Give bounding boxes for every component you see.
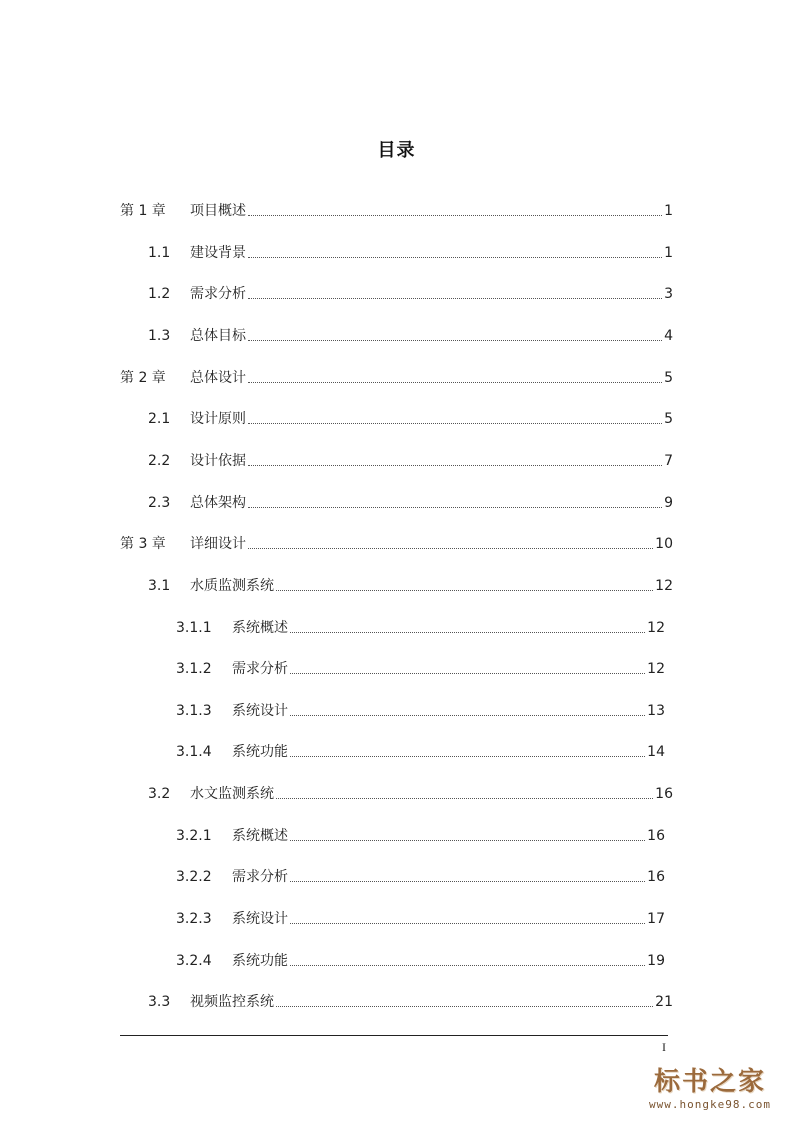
toc-entry-page: 17: [647, 911, 665, 928]
toc-entry-title: 系统设计: [232, 911, 288, 928]
toc-dot-leader: [290, 923, 645, 924]
toc-dot-leader: [276, 590, 653, 591]
toc-entry-page: 19: [647, 952, 665, 969]
toc-entry-title: 总体设计: [190, 369, 246, 386]
toc-entry-page: 12: [647, 661, 665, 678]
watermark-url: www.hongke98.com: [649, 1098, 771, 1111]
toc-entry-page: 16: [655, 786, 673, 803]
toc-entry-page: 7: [664, 452, 673, 469]
toc-entry[interactable]: [176, 950, 665, 972]
toc-entry-title: 详细设计: [190, 536, 246, 553]
toc-entry[interactable]: [148, 575, 673, 597]
toc-entry-title: 总体目标: [190, 327, 246, 344]
toc-entry-number: 第 2 章: [120, 369, 166, 386]
toc-entry-number: 2.3: [148, 494, 171, 511]
toc-entry-page: 5: [664, 369, 673, 386]
toc-entry-number: 3.2.4: [176, 952, 212, 969]
toc-entry-number: 3.1.1: [176, 619, 212, 636]
toc-entry[interactable]: [176, 617, 665, 639]
toc-entry[interactable]: [148, 450, 673, 472]
toc-entry-title: 系统设计: [232, 702, 288, 719]
toc-dot-leader: [248, 423, 662, 424]
toc-entry-number: 3.2.2: [176, 869, 212, 886]
toc-entry-number: 3.1.3: [176, 702, 212, 719]
watermark-logo: [649, 1066, 771, 1112]
toc-entry[interactable]: [120, 367, 673, 389]
toc-entry-title: 建设背景: [190, 244, 246, 261]
toc-entry[interactable]: [148, 325, 673, 347]
toc-dot-leader: [290, 715, 645, 716]
toc-entry-title: 系统概述: [232, 827, 288, 844]
toc-entry-page: 1: [664, 244, 673, 261]
toc-entry[interactable]: [148, 242, 673, 264]
toc-dot-leader: [248, 340, 662, 341]
toc-entry[interactable]: [176, 658, 665, 680]
toc-entry[interactable]: [148, 492, 673, 514]
toc-entry-page: 3: [664, 286, 673, 303]
toc-entry-title: 需求分析: [232, 661, 288, 678]
toc-entry-number: 3.2: [148, 786, 171, 803]
toc-entry-title: 系统概述: [232, 619, 288, 636]
toc-entry-title: 系统功能: [232, 744, 288, 761]
toc-entry[interactable]: [120, 533, 673, 555]
toc-entry-title: 需求分析: [232, 869, 288, 886]
watermark-logo-text: 标书之家: [654, 1067, 767, 1097]
toc-dot-leader: [290, 756, 645, 757]
toc-entry-number: 2.1: [148, 411, 171, 428]
toc-dot-leader: [290, 673, 645, 674]
toc-entry-title: 视频监控系统: [190, 994, 274, 1011]
toc-entry-number: 3.3: [148, 994, 171, 1011]
toc-entry[interactable]: [148, 283, 673, 305]
toc-entry[interactable]: [176, 741, 665, 763]
toc-entry-title: 总体架构: [190, 494, 246, 511]
toc-entry-page: 13: [647, 702, 665, 719]
toc-dot-leader: [248, 382, 662, 383]
toc-dot-leader: [248, 257, 662, 258]
toc-dot-leader: [290, 632, 645, 633]
toc-entry[interactable]: [148, 991, 673, 1013]
toc-entry-number: 3.1.4: [176, 744, 212, 761]
toc-entry-number: 第 3 章: [120, 536, 166, 553]
toc-entry-page: 1: [664, 203, 673, 219]
toc-entry-number: 3.1: [148, 577, 171, 594]
toc-entry-page: 16: [647, 827, 665, 844]
toc-entry-title: 设计原则: [190, 411, 246, 428]
toc-entry-number: 3.2.3: [176, 911, 212, 928]
toc-entry-page: 12: [647, 619, 665, 636]
toc-entry[interactable]: [176, 908, 665, 930]
page-number: I: [662, 1040, 666, 1054]
toc-dot-leader: [248, 548, 653, 549]
toc-entry-page: 9: [664, 494, 673, 511]
toc-entry-title: 系统功能: [232, 952, 288, 969]
toc-entry-number: 1.2: [148, 286, 171, 303]
toc-dot-leader: [248, 507, 662, 508]
toc-entry[interactable]: [148, 783, 673, 805]
toc-dot-leader: [276, 1006, 653, 1007]
toc-dot-leader: [276, 798, 653, 799]
toc-entry-page: 21: [655, 994, 673, 1011]
toc-entry-title: 水文监测系统: [190, 786, 274, 803]
toc-entry-page: 12: [655, 577, 673, 594]
toc-dot-leader: [248, 215, 662, 216]
page-title: 目录: [377, 140, 416, 161]
toc-entry-page: 16: [647, 869, 665, 886]
toc-entry-number: 2.2: [148, 452, 171, 469]
toc-entry-number: 1.1: [148, 244, 171, 261]
toc-entry[interactable]: [148, 408, 673, 430]
toc-entry-title: 水质监测系统: [190, 577, 274, 594]
toc-entry[interactable]: [176, 700, 665, 722]
toc-entry-title: 需求分析: [190, 286, 246, 303]
toc-entry-page: 4: [664, 327, 673, 344]
toc-dot-leader: [290, 840, 645, 841]
toc-entry-number: 3.2.1: [176, 827, 212, 844]
toc-entry[interactable]: [120, 200, 673, 222]
toc-entry-page: 14: [647, 744, 665, 761]
toc-dot-leader: [290, 965, 645, 966]
toc-entry-title: 项目概述: [190, 203, 246, 219]
toc-entry-title: 设计依据: [190, 452, 246, 469]
toc-dot-leader: [248, 465, 662, 466]
toc-entry-number: 3.1.2: [176, 661, 212, 678]
footer-divider: [120, 1035, 668, 1036]
toc-entry-page: 10: [655, 536, 673, 553]
toc-dot-leader: [248, 298, 662, 299]
toc-entry[interactable]: [176, 866, 665, 888]
toc-entry-number: 1.3: [148, 327, 171, 344]
toc-dot-leader: [290, 881, 645, 882]
toc-entry[interactable]: [176, 825, 665, 847]
toc-entry-page: 5: [664, 411, 673, 428]
toc-entry-number: 第 1 章: [120, 203, 166, 219]
